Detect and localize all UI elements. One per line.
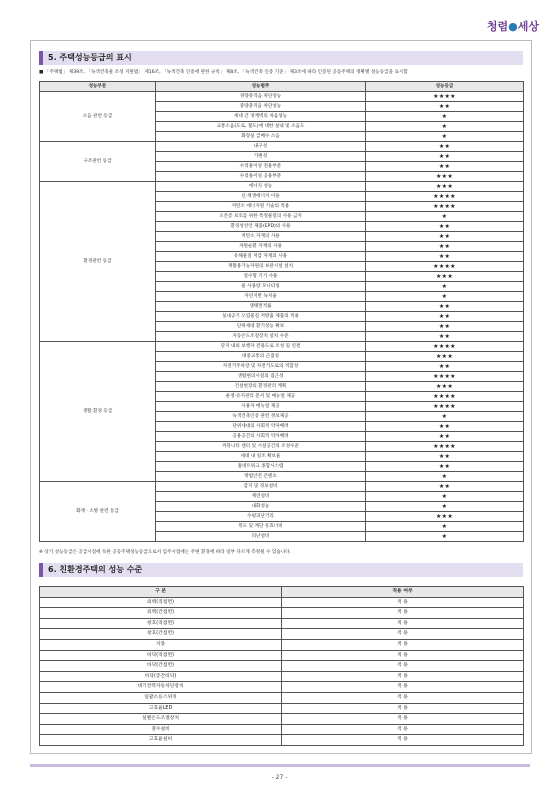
criterion-cell: 오존층 보호를 위한 특정물질의 사용 금지 <box>156 212 366 222</box>
grade-stars: ★ <box>366 212 524 222</box>
criterion-cell: 저탄소 에너지원 기술의 적용 <box>156 202 366 212</box>
criterion-cell: 수리용이성 전용부분 <box>156 162 366 172</box>
applied-cell: 적 용 <box>282 608 524 619</box>
header-cell: 성능범주 <box>156 82 366 92</box>
brand-logo <box>487 18 539 34</box>
grade-stars: ★★★ <box>366 352 524 362</box>
table-row <box>40 724 524 735</box>
criterion-cell: 건설현장의 환경관리 계획 <box>156 382 366 392</box>
grade-stars: ★★★ <box>366 172 524 182</box>
grade-stars: ★★ <box>366 462 524 472</box>
criterion-cell: 복도 및 계단 유효너비 <box>156 522 366 532</box>
criterion-cell: 내구성 <box>156 142 366 152</box>
page-number: - 27 - <box>271 774 288 781</box>
category-cell: 생활 환경 등급 <box>40 342 156 482</box>
criterion-cell: 홈네트워크 종합시스템 <box>156 462 366 472</box>
grade-stars: ★★★★ <box>366 392 524 402</box>
item-cell: 대기전력자동차단장치 <box>40 682 282 693</box>
criterion-cell: 실내공기 오염물질 저방출 제품의 적용 <box>156 312 366 322</box>
grade-stars: ★★ <box>366 312 524 322</box>
table-row <box>40 342 524 352</box>
grade-stars: ★★★ <box>366 182 524 192</box>
criterion-cell: 수리용이성 공용부분 <box>156 172 366 182</box>
table-row <box>40 92 524 102</box>
item-cell: 바닥(간접면) <box>40 661 282 672</box>
table-row <box>40 618 524 629</box>
item-cell: 고효율LED <box>40 703 282 714</box>
grade-stars: ★ <box>366 492 524 502</box>
criterion-cell: 공용공간의 사회적 약자배려 <box>156 432 366 442</box>
criterion-cell: 단위세대 환기성능 확보 <box>156 322 366 332</box>
header-cell: 적용 여부 <box>282 587 524 598</box>
criterion-cell: 환경성선언 제품(EPD)의 사용 <box>156 222 366 232</box>
grade-stars: ★ <box>366 112 524 122</box>
criterion-cell: 피난설비 <box>156 532 366 542</box>
grade-stars: ★★★★ <box>366 442 524 452</box>
grade-stars: ★★ <box>366 232 524 242</box>
item-cell: 절수설비 <box>40 724 282 735</box>
criterion-cell: 자연지반 녹지율 <box>156 292 366 302</box>
item-cell: 바닥(층간바닥) <box>40 671 282 682</box>
item-cell: 창호(직접면) <box>40 618 282 629</box>
criterion-cell: 방범안전 콘텐츠 <box>156 472 366 482</box>
applied-cell: 적 용 <box>282 703 524 714</box>
applied-cell: 적 용 <box>282 724 524 735</box>
footer-divider <box>30 764 530 767</box>
table-row <box>40 142 524 152</box>
applied-cell: 적 용 <box>282 639 524 650</box>
grade-stars: ★★★★ <box>366 342 524 352</box>
applied-cell: 적 용 <box>282 671 524 682</box>
grade-stars: ★ <box>366 132 524 142</box>
criterion-cell: 물 사용량 모니터링 <box>156 282 366 292</box>
table-row <box>40 735 524 746</box>
grade-stars: ★ <box>366 292 524 302</box>
grade-stars: ★★★★ <box>366 202 524 212</box>
table-header-row <box>40 82 524 92</box>
grade-stars: ★★ <box>366 362 524 372</box>
logo-dot-icon: ● <box>508 20 518 33</box>
grade-stars: ★ <box>366 472 524 482</box>
table-row <box>40 661 524 672</box>
criterion-cell: 중량충격음 차단성능 <box>156 102 366 112</box>
grade-stars: ★ <box>366 522 524 532</box>
criterion-cell: 자원순환 자재의 사용 <box>156 242 366 252</box>
criterion-cell: 세대 내 일조 확보율 <box>156 452 366 462</box>
criterion-cell: 생태면적률 <box>156 302 366 312</box>
section6-title: 6. 친환경주택의 성능 수준 <box>39 563 523 577</box>
criterion-cell: 절수형 기기 사용 <box>156 272 366 282</box>
grade-stars: ★★ <box>366 322 524 332</box>
criterion-cell: 사용자 매뉴얼 제공 <box>156 402 366 412</box>
table-row <box>40 703 524 714</box>
criterion-cell: 제연설비 <box>156 492 366 502</box>
section5-footnote: ※ 상기 성능등급은 공급시점에 득한 공동주택성능등급으로서 입주시점에는 주변 환경에 따라 일부 다르게 측정될 수 있습니다. <box>39 550 292 555</box>
table-row <box>40 714 524 725</box>
criterion-cell: 감지 및 경보설비 <box>156 482 366 492</box>
grade-stars: ★ <box>366 122 524 132</box>
applied-cell: 적 용 <box>282 692 524 703</box>
page-frame <box>30 40 532 754</box>
performance-grade-table <box>39 81 524 542</box>
grade-stars: ★★★★ <box>366 92 524 102</box>
criterion-cell: 단위세대의 사회적 약자배려 <box>156 422 366 432</box>
criterion-cell: 화장실 급배수 소음 <box>156 132 366 142</box>
criterion-cell: 자전거주차장 및 자전거도로의 적합성 <box>156 362 366 372</box>
item-cell: 바닥(직접면) <box>40 650 282 661</box>
criterion-cell: 재활용가능자원의 보관시설 설치 <box>156 262 366 272</box>
criterion-cell: 운영·유지관리 문서 및 매뉴얼 제공 <box>156 392 366 402</box>
grade-stars: ★★★★ <box>366 372 524 382</box>
applied-cell: 적 용 <box>282 650 524 661</box>
table-row <box>40 692 524 703</box>
criterion-cell: 세대 간 경계벽의 차음성능 <box>156 112 366 122</box>
table-row <box>40 682 524 693</box>
grade-stars: ★★★ <box>366 512 524 522</box>
category-cell: 화재 · 소방 관련 등급 <box>40 482 156 542</box>
grade-stars: ★★ <box>366 152 524 162</box>
item-cell: 고효율설비 <box>40 735 282 746</box>
grade-stars: ★★ <box>366 242 524 252</box>
grade-stars: ★★ <box>366 252 524 262</box>
table-row <box>40 629 524 640</box>
grade-stars: ★★★ <box>366 382 524 392</box>
item-cell: 외벽(직접면) <box>40 597 282 608</box>
grade-stars: ★★ <box>366 222 524 232</box>
applied-cell: 적 용 <box>282 661 524 672</box>
grade-stars: ★★ <box>366 422 524 432</box>
grade-stars: ★ <box>366 532 524 542</box>
item-cell: 외벽(간접면) <box>40 608 282 619</box>
item-cell: 일괄소등스위치 <box>40 692 282 703</box>
table-row <box>40 608 524 619</box>
grade-stars: ★★★★ <box>366 402 524 412</box>
grade-stars: ★★ <box>366 332 524 342</box>
grade-stars: ★ <box>366 412 524 422</box>
criterion-cell: 에너지 성능 <box>156 182 366 192</box>
grade-stars: ★★★ <box>366 272 524 282</box>
logo-text-1: 청렴 <box>486 20 509 33</box>
grade-stars: ★★ <box>366 432 524 442</box>
grade-stars: ★★★★ <box>366 262 524 272</box>
header-cell: 성능부문 <box>40 82 156 92</box>
applied-cell: 적 용 <box>282 597 524 608</box>
section5-legal-note: ■ 「주택법」 제39조, 「녹색건축물 조성 지원법」 제16조, 「녹색건축 인증에 관한 규칙」 제8조, 「녹색건축 인증 기준」 제3조에 따라 인증된 공동주택의 정확별 성능등급을 표시함 <box>39 70 408 75</box>
criterion-cell: 생활편의시설의 접근성 <box>156 372 366 382</box>
table-row <box>40 597 524 608</box>
criterion-cell: 커뮤니티 센터 및 시설공간의 조성수준 <box>156 442 366 452</box>
applied-cell: 적 용 <box>282 682 524 693</box>
applied-cell: 적 용 <box>282 629 524 640</box>
item-cell: 창호(간접면) <box>40 629 282 640</box>
table-row <box>40 650 524 661</box>
criterion-cell: 경량충격음 차단성능 <box>156 92 366 102</box>
table-row <box>40 671 524 682</box>
criterion-cell: 내화성능 <box>156 502 366 512</box>
grade-stars: ★★ <box>366 302 524 312</box>
applied-cell: 적 용 <box>282 618 524 629</box>
grade-stars: ★ <box>366 502 524 512</box>
criterion-cell: 신·재생에너지 이용 <box>156 192 366 202</box>
criterion-cell: 수평피난거리 <box>156 512 366 522</box>
applied-cell: 적 용 <box>282 714 524 725</box>
grade-stars: ★★ <box>366 142 524 152</box>
category-cell: 구조관련 등급 <box>40 142 156 182</box>
criterion-cell: 교통소음(도로, 철도)에 대한 실내 및 소음도 <box>156 122 366 132</box>
grade-stars: ★★ <box>366 482 524 492</box>
section5-title: 5. 주택성능등급의 표시 <box>39 51 523 65</box>
header-cell: 성능등급 <box>366 82 524 92</box>
logo-text-2: 세상 <box>517 20 539 33</box>
table-row <box>40 182 524 192</box>
criterion-cell: 자동온도조절장치 설치 수준 <box>156 332 366 342</box>
eco-housing-table <box>39 586 524 746</box>
criterion-cell: 단지 내외 보행자 전용도로 조성 및 연결 <box>156 342 366 352</box>
criterion-cell: 녹색건축인증 관련 정보제공 <box>156 412 366 422</box>
grade-stars: ★★★★ <box>366 192 524 202</box>
grade-stars: ★★ <box>366 102 524 112</box>
item-cell: 지붕 <box>40 639 282 650</box>
grade-stars: ★ <box>366 282 524 292</box>
table-row <box>40 482 524 492</box>
category-cell: 소음 관련 등급 <box>40 92 156 142</box>
grade-stars: ★★ <box>366 162 524 172</box>
category-cell: 환경관련 등급 <box>40 182 156 342</box>
grade-stars: ★★ <box>366 452 524 462</box>
item-cell: 실별온도조절장치 <box>40 714 282 725</box>
table-row <box>40 639 524 650</box>
criterion-cell: 저탄소 자재의 사용 <box>156 232 366 242</box>
applied-cell: 적 용 <box>282 735 524 746</box>
table-header-row <box>40 587 524 598</box>
header-cell: 구 분 <box>40 587 282 598</box>
criterion-cell: 대중교통의 근접성 <box>156 352 366 362</box>
criterion-cell: 가변성 <box>156 152 366 162</box>
criterion-cell: 유해물질 저감 자재의 사용 <box>156 252 366 262</box>
